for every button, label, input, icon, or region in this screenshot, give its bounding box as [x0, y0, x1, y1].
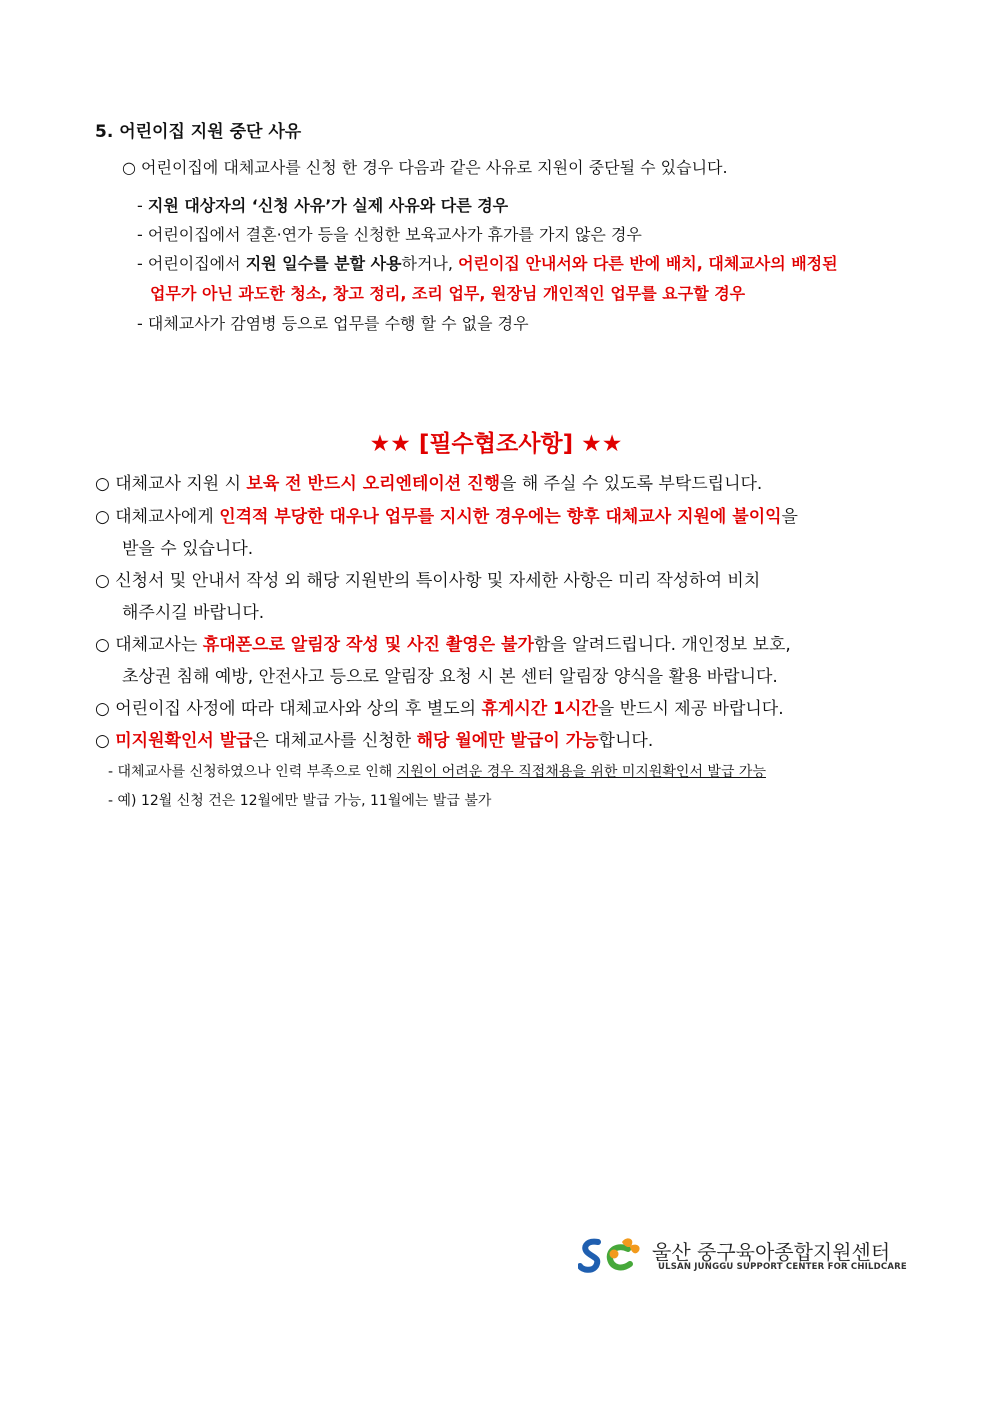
notice-item-2: ○ 대체교사에게 인격적 부당한 대우나 업무를 지시한 경우에는 향후 대체교사 지원에 불이익을	[95, 507, 798, 527]
sc-logo-icon	[578, 1234, 648, 1276]
notice-item-5: ○ 어린이집 사정에 따라 대체교사와 상의 후 별도의 휴게시간 1시간을 반드시 제공 바랍니다.	[95, 699, 784, 719]
reason-item-4: - 대체교사가 감염병 등으로 업무를 수행 할 수 없을 경우	[137, 314, 529, 333]
section-intro: ○ 어린이집에 대체교사를 신청 한 경우 다음과 같은 사유로 지원이 중단될 수 있습니다.	[122, 158, 728, 177]
notice-note-2: - 예) 12월 신청 건은 12월에만 발급 가능, 11월에는 발급 불가	[108, 793, 492, 809]
notice-item-1: ○ 대체교사 지원 시 보육 전 반드시 오리엔테이션 진행을 해 주실 수 있도록 부탁드립니다.	[95, 474, 763, 494]
notice-item-4: ○ 대체교사는 휴대폰으로 알림장 작성 및 사진 촬영은 불가함을 알려드립니다. 개인정보 보호,	[95, 635, 791, 655]
reason-item-3-continued: 업무가 아닌 과도한 청소, 창고 정리, 조리 업무, 원장님 개인적인 업무를 요구할 경우	[150, 284, 746, 303]
reason-item-2: - 어린이집에서 결혼·연가 등을 신청한 보육교사가 휴가를 가지 않은 경우	[137, 225, 642, 244]
notice-item-4-continued: 초상권 침해 예방, 안전사고 등으로 알림장 요청 시 본 센터 알림장 양식을 활용 바랍니다.	[122, 667, 778, 687]
notice-item-3-continued: 해주시길 바랍니다.	[122, 603, 265, 623]
section-title: 5. 어린이집 지원 중단 사유	[95, 122, 302, 142]
logo-korean-text: 울산 중구육아종합지원센터	[652, 1240, 891, 1264]
notice-item-6: ○ 미지원확인서 발급은 대체교사를 신청한 해당 월에만 발급이 가능합니다.	[95, 731, 654, 751]
reason-item-1: - 지원 대상자의 ‘신청 사유’가 실제 사유와 다른 경우	[137, 196, 509, 215]
required-notice-heading: ★★ [필수협조사항] ★★	[369, 431, 623, 457]
notice-item-3: ○ 신청서 및 안내서 작성 외 해당 지원반의 특이사항 및 자세한 사항은 미리 작성하여 비치	[95, 571, 761, 591]
logo-english-text: ULSAN JUNGGU SUPPORT CENTER FOR CHILDCARE	[658, 1262, 907, 1272]
notice-item-2-continued: 받을 수 있습니다.	[122, 539, 254, 559]
reason-item-3: - 어린이집에서 지원 일수를 분할 사용하거나, 어린이집 안내서와 다른 반에 배치, 대체교사의 배정된	[137, 254, 838, 273]
notice-note-1: - 대체교사를 신청하였으나 인력 부족으로 인해 지원이 어려운 경우 직접채용을 위한 미지원확인서 발급 가능	[108, 764, 766, 780]
